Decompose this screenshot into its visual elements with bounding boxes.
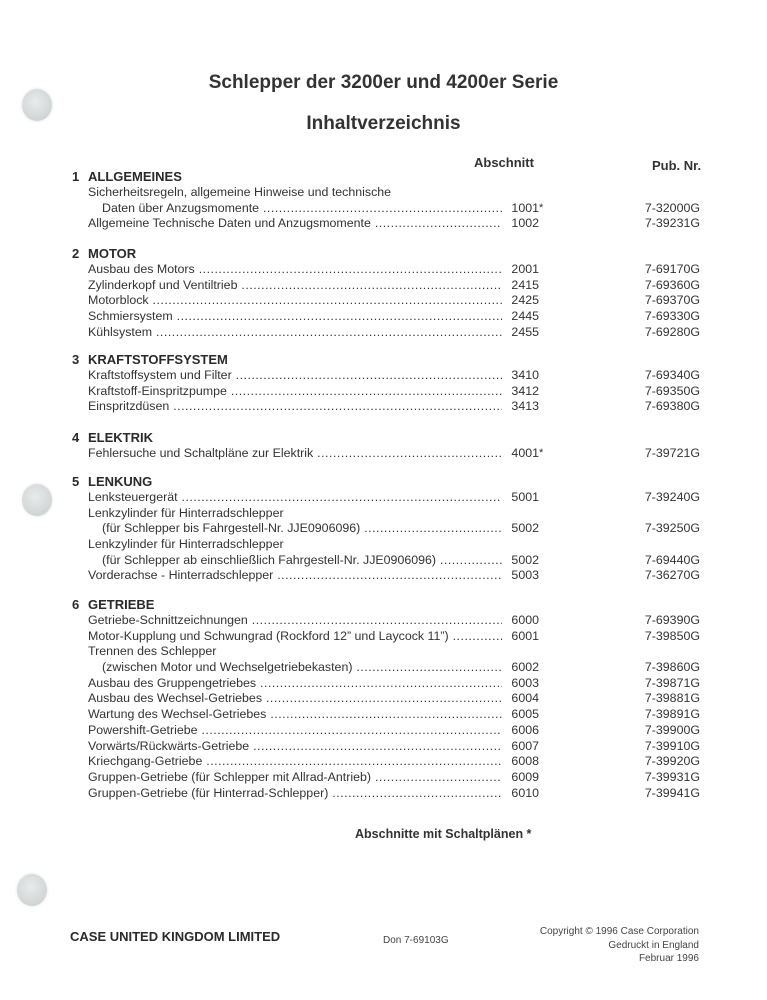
- entry-title: Powershift-Getriebe .....: [88, 723, 518, 739]
- toc-entry: [72, 201, 712, 217]
- toc-entry: [72, 770, 712, 786]
- toc-section: [72, 430, 712, 462]
- entry-title: Allgemeine Technische Daten und Anzugsmomente .....: [88, 216, 518, 232]
- entry-title: Vorderachse - Hinterradschlepper .....: [88, 568, 518, 584]
- entry-section-number: 5002: [502, 521, 539, 537]
- entry-pub-number: 7-69330G: [644, 309, 700, 324]
- document-subtitle: Inhaltverzeichnis: [306, 113, 461, 134]
- toc-entry: [72, 399, 712, 415]
- entry-section-number: 2455: [502, 325, 539, 341]
- section-heading: [72, 352, 712, 368]
- section-heading: [72, 430, 712, 446]
- entry-title: Gruppen-Getriebe (für Schlepper mit Allrad-Antrieb) .....: [88, 770, 518, 786]
- punch-hole-middle: [22, 484, 52, 516]
- section-number: 6: [72, 597, 80, 612]
- toc-entry: [72, 293, 712, 309]
- wiring-diagram-asterisk: *: [539, 447, 544, 459]
- entry-pub-number: 7-69440G: [644, 552, 700, 567]
- entry-title: (für Schlepper bis Fahrgestell-Nr. JJE0906096) .....: [102, 521, 518, 537]
- toc-entry: [72, 629, 712, 645]
- entry-title: Motorblock .....: [88, 293, 518, 309]
- toc-entry: [72, 262, 712, 278]
- toc-entry: [72, 368, 712, 384]
- toc-entry: [72, 754, 712, 770]
- toc-section: [72, 597, 712, 801]
- entry-title: (zwischen Motor und Wechselgetriebekasten) .....: [102, 660, 518, 676]
- entry-title: Kraftstoff-Einspritzpumpe .....: [88, 384, 518, 400]
- entry-section-number: 2445: [502, 309, 539, 325]
- entry-section-number: 6008: [502, 754, 539, 770]
- section-number: 3: [72, 352, 80, 367]
- toc-entry: [72, 691, 712, 707]
- section-title: ELEKTRIK: [88, 430, 153, 445]
- entry-title: Kühlsystem .....: [88, 325, 518, 341]
- entry-title: Vorwärts/Rückwärts-Getriebe .....: [88, 739, 518, 755]
- entry-pub-number: 7-39881G: [644, 691, 700, 706]
- section-heading: [72, 597, 712, 613]
- entry-pub-number: 7-69170G: [644, 262, 700, 276]
- section-heading: [72, 169, 712, 185]
- entry-pub-number: 7-69280G: [644, 324, 700, 339]
- toc-section: [72, 474, 712, 584]
- entry-pub-number: 7-69340G: [644, 368, 700, 382]
- toc-entry: [72, 739, 712, 755]
- entry-pub-number: 7-39850G: [644, 628, 700, 643]
- document-title: Schlepper der 3200er und 4200er Serie: [208, 72, 559, 93]
- wiring-diagram-asterisk: *: [539, 201, 544, 214]
- entry-section-number: 6003: [502, 676, 539, 692]
- toc-entry: [72, 644, 712, 660]
- toc-section: [72, 246, 712, 340]
- toc-entry: [72, 490, 712, 506]
- toc-entry: [72, 325, 712, 341]
- footnote-wiring-diagrams: Abschnitte mit Schaltplänen *: [355, 827, 532, 841]
- entry-title: Wartung des Wechsel-Getriebes .....: [88, 707, 518, 723]
- entry-title: Gruppen-Getriebe (für Hinterrad-Schlepper) .....: [88, 786, 518, 802]
- punch-hole-bottom: [17, 874, 47, 906]
- entry-pub-number: 7-69390G: [644, 613, 700, 627]
- toc-section: [72, 169, 712, 232]
- entry-title: Kriechgang-Getriebe .....: [88, 754, 518, 770]
- entry-pub-number: 7-69360G: [644, 277, 700, 292]
- entry-pub-number: 7-69380G: [644, 399, 700, 414]
- section-heading: [72, 246, 712, 262]
- company-name: CASE UNITED KINGDOM LIMITED: [70, 929, 281, 944]
- toc-section: [72, 352, 712, 415]
- entry-section-number: 6004: [502, 691, 539, 707]
- entry-section-number: 6001: [502, 629, 539, 645]
- toc-entry: [72, 521, 712, 537]
- entry-pub-number: 7-39860G: [644, 660, 700, 675]
- section-title: KRAFTSTOFFSYSTEM: [88, 352, 228, 367]
- copyright-block: [540, 925, 699, 966]
- entry-title: Trennen des Schlepper: [88, 644, 217, 659]
- entry-title: Lenkzylinder für Hinterradschlepper: [88, 537, 284, 552]
- entry-section-number: 4001: [502, 446, 539, 462]
- section-number: 4: [72, 430, 80, 445]
- column-header-pub: Pub. Nr.: [652, 158, 702, 173]
- section-title: MOTOR: [88, 246, 137, 261]
- entry-pub-number: 7-39240G: [644, 490, 700, 504]
- entry-title: Schmiersystem .....: [88, 309, 518, 325]
- toc-entry: [72, 216, 712, 232]
- entry-title: Lenksteuergerät .....: [88, 490, 518, 506]
- toc-entry: [72, 278, 712, 294]
- entry-pub-number: 7-39721G: [644, 446, 700, 460]
- entry-section-number: 2415: [502, 278, 539, 294]
- entry-title: Ausbau des Gruppengetriebes .....: [88, 676, 518, 692]
- entry-title: Ausbau des Motors .....: [88, 262, 518, 278]
- entry-title: Kraftstoffsystem und Filter .....: [88, 368, 518, 384]
- entry-section-number: 6006: [502, 723, 539, 739]
- entry-title: Sicherheitsregeln, allgemeine Hinweise und technische: [88, 185, 392, 199]
- toc-entry: [72, 537, 712, 553]
- copyright-line: Copyright © 1996 Case Corporation: [539, 926, 699, 937]
- toc-entry: [72, 309, 712, 325]
- toc-entry: [72, 707, 712, 723]
- entry-title: Zylinderkopf und Ventiltrieb .....: [88, 278, 518, 294]
- entry-section-number: 6002: [502, 660, 539, 676]
- section-number: 5: [72, 474, 80, 489]
- entry-section-number: 3410: [502, 368, 539, 384]
- document-number: Don 7-69103G: [383, 935, 449, 946]
- toc-entry: [72, 446, 712, 462]
- entry-pub-number: 7-39941G: [644, 785, 700, 800]
- section-number: 2: [72, 246, 80, 261]
- entry-section-number: 5003: [502, 568, 539, 584]
- entry-pub-number: 7-69370G: [644, 293, 700, 308]
- entry-section-number: 6010: [502, 786, 539, 802]
- entry-title: Motor-Kupplung und Schwungrad (Rockford 12” und Laycock 11”) .....: [88, 629, 518, 645]
- section-title: GETRIEBE: [88, 597, 155, 612]
- section-number: 1: [72, 169, 80, 184]
- entry-pub-number: 7-39871G: [644, 675, 700, 690]
- toc-entry: [72, 786, 712, 802]
- printed-line: Gedruckt in England: [608, 939, 699, 951]
- toc-entry: [72, 185, 712, 201]
- entry-pub-number: 7-32000G: [644, 200, 700, 215]
- toc-entry: [72, 384, 712, 400]
- entry-section-number: 6009: [502, 770, 539, 786]
- entry-section-number: 6000: [502, 613, 539, 629]
- entry-pub-number: 7-39250G: [644, 521, 700, 536]
- entry-pub-number: 7-39231G: [644, 216, 700, 231]
- toc-entry: [72, 568, 712, 584]
- entry-section-number: 1002: [502, 216, 539, 232]
- entry-title: Fehlersuche und Schaltpläne zur Elektrik .....: [88, 446, 518, 462]
- entry-section-number: 3412: [502, 384, 539, 400]
- toc-entry: [72, 723, 712, 739]
- entry-title: Getriebe-Schnittzeichnungen .....: [88, 613, 518, 629]
- entry-pub-number: 7-69350G: [644, 383, 700, 398]
- entry-section-number: 2001: [502, 262, 539, 278]
- section-heading: [72, 474, 712, 490]
- section-title: ALLGEMEINES: [88, 169, 182, 184]
- entry-title: Ausbau des Wechsel-Getriebes .....: [88, 691, 518, 707]
- date-line: Februar 1996: [638, 953, 699, 964]
- entry-section-number: 3413: [502, 399, 539, 415]
- entry-pub-number: 7-36270G: [644, 568, 700, 583]
- entry-pub-number: 7-39931G: [644, 769, 700, 784]
- entry-title: Daten über Anzugsmomente .....: [102, 201, 518, 217]
- entry-section-number: 1001: [502, 201, 539, 217]
- toc-entry: [72, 506, 712, 522]
- entry-section-number: 6005: [502, 707, 539, 723]
- column-header-section: Abschnitt: [474, 155, 534, 170]
- toc-entry: [72, 660, 712, 676]
- entry-title: Einspritzdüsen .....: [88, 399, 518, 415]
- entry-title: (für Schlepper ab einschließlich Fahrgestell-Nr. JJE0906096) .....: [102, 553, 518, 569]
- toc-entry: [72, 676, 712, 692]
- entry-pub-number: 7-39900G: [644, 722, 700, 737]
- entry-pub-number: 7-39920G: [644, 754, 700, 769]
- entry-pub-number: 7-39891G: [644, 707, 700, 722]
- section-title: LENKUNG: [88, 474, 153, 489]
- entry-section-number: 5001: [502, 490, 539, 506]
- entry-title: Lenkzylinder für Hinterradschlepper: [88, 505, 284, 520]
- toc-entry: [72, 553, 712, 569]
- entry-pub-number: 7-39910G: [644, 738, 700, 753]
- entry-section-number: 6007: [502, 739, 539, 755]
- entry-section-number: 2425: [502, 293, 539, 309]
- entry-section-number: 5002: [502, 553, 539, 569]
- toc-entry: [72, 613, 712, 629]
